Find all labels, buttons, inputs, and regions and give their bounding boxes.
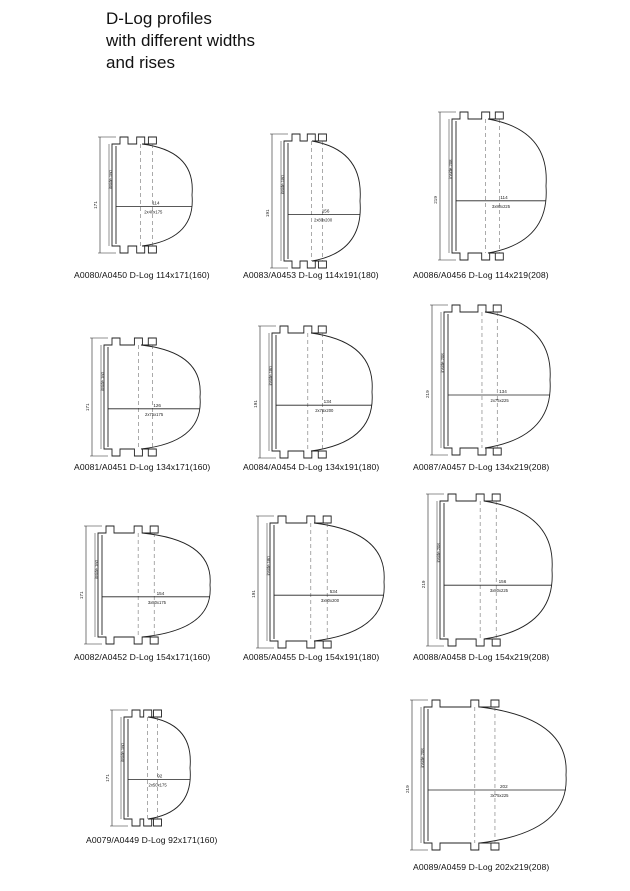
log-outline [440, 494, 552, 646]
height-label: 171 [93, 201, 98, 209]
height-label: 171 [79, 591, 84, 600]
log-outline [272, 326, 372, 458]
inner-height-label: inside 180 [266, 556, 271, 576]
groove-spec-label: 2x75x175 [145, 411, 164, 417]
height-label: 219 [421, 580, 426, 589]
height-label: 191 [251, 590, 256, 598]
groove-spec-label: 2x50x175 [148, 782, 167, 788]
log-outline [112, 137, 192, 253]
width-label: 114 [500, 194, 508, 200]
log-outline [452, 112, 546, 260]
width-label: 156 [321, 208, 330, 214]
width-label: 202 [500, 784, 508, 789]
log-outline [270, 516, 384, 648]
width-label: 154 [156, 590, 165, 596]
caption-a0080: A0080/A0450 D-Log 114x171(160) [74, 270, 210, 280]
caption-a0083: A0083/A0453 D-Log 114x191(180) [243, 270, 379, 280]
groove-spec-label: 2x75x225 [490, 398, 509, 403]
title-line-2: with different widths [106, 31, 255, 50]
width-label: 92 [157, 773, 163, 779]
inner-height-label: inside 180 [280, 175, 285, 195]
caption-a0082: A0082/A0452 D-Log 154x171(160) [74, 652, 211, 662]
width-label: 134 [323, 399, 332, 405]
width-label: 134 [499, 389, 507, 394]
caption-a0079: A0079/A0449 D-Log 92x171(160) [86, 835, 218, 845]
inner-height-label: inside 208 [420, 748, 425, 768]
groove-spec-label: 3x80x225 [491, 203, 511, 209]
width-label: 126 [153, 402, 161, 408]
height-label: 219 [425, 390, 430, 398]
caption-a0084: A0084/A0454 D-Log 134x191(180) [243, 462, 380, 472]
caption-a0085: A0085/A0455 D-Log 154x191(180) [243, 652, 380, 662]
title-line-3: and rises [106, 53, 175, 72]
log-outline [124, 710, 190, 826]
caption-a0089: A0089/A0459 D-Log 202x219(208) [413, 862, 550, 872]
groove-spec-label: 2x80x200 [314, 217, 333, 223]
inner-height-label: inside 160 [94, 560, 99, 580]
inner-height-label: inside 160 [100, 372, 105, 392]
log-outline [98, 526, 210, 644]
height-label: 191 [265, 209, 270, 218]
log-outline [424, 700, 566, 850]
height-label: 171 [105, 774, 110, 782]
height-label: 219 [405, 785, 410, 793]
inner-height-label: inside 208 [448, 159, 453, 179]
height-label: 171 [85, 403, 90, 412]
inner-height-label: inside 208 [440, 353, 445, 373]
caption-a0081: A0081/A0451 D-Log 134x171(160) [74, 462, 211, 472]
width-label: 156 [498, 579, 507, 585]
log-outline [444, 305, 550, 455]
title-line-1: D-Log profiles [106, 9, 212, 28]
groove-spec-label: 2x75x200 [315, 408, 334, 414]
groove-spec-label: 3x80x175 [147, 599, 166, 605]
page-title [106, 8, 255, 74]
groove-spec-label: 3x80x225 [489, 588, 508, 594]
log-outline [104, 338, 200, 456]
groove-spec-label: 3x80x200 [320, 598, 340, 604]
caption-a0088: A0088/A0458 D-Log 154x219(208) [413, 652, 550, 662]
inner-height-label: inside 180 [268, 366, 273, 386]
height-label: 219 [433, 196, 438, 204]
width-label: 114 [152, 200, 160, 206]
caption-a0087: A0087/A0457 D-Log 134x219(208) [413, 462, 550, 472]
height-label: 191 [253, 400, 258, 408]
groove-spec-label: 3x75x225 [490, 793, 509, 798]
inner-height-label: inside 160 [120, 743, 125, 763]
log-outline [284, 134, 360, 268]
inner-height-label: inside 160 [108, 170, 113, 190]
groove-spec-label: 2x40x175 [144, 209, 163, 215]
inner-height-label: inside 208 [436, 543, 441, 563]
caption-a0086: A0086/A0456 D-Log 114x219(208) [413, 270, 549, 280]
width-label: 534 [329, 589, 338, 595]
